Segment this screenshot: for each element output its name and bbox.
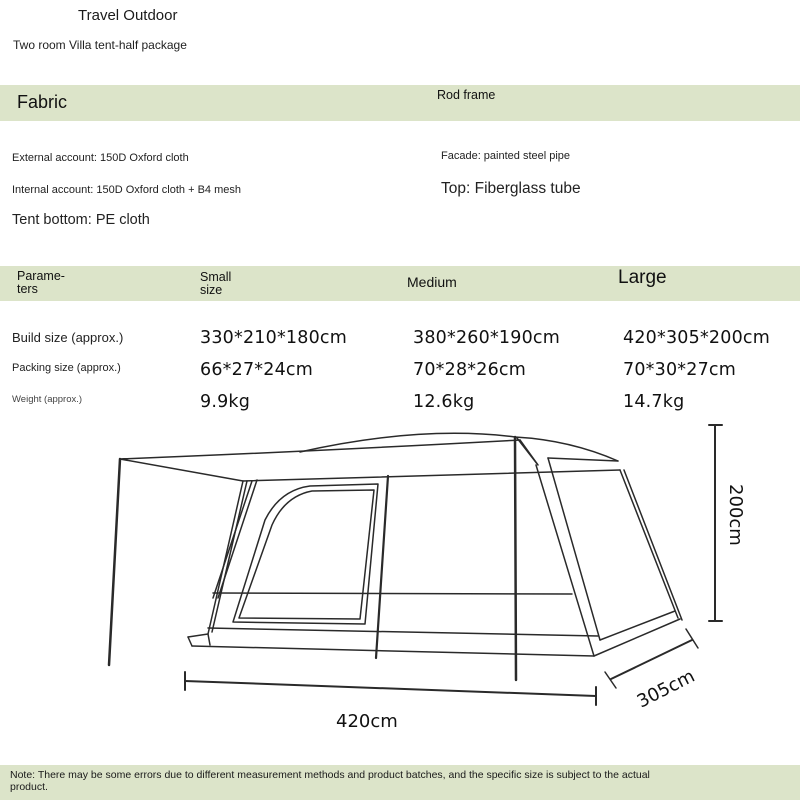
params-header-band (0, 266, 800, 301)
fabric-heading: Fabric (17, 92, 68, 112)
measurement-note: Note: There may be some errors due to different measurement methods and product batches, and the specific size is subject to the actual product. (10, 769, 650, 793)
product-subtitle: Two room Villa tent-half package (13, 38, 187, 52)
fabric-section-band (0, 85, 800, 121)
build-size-small: 330*210*180cm (200, 328, 347, 348)
params-header-small: Small size (200, 270, 232, 297)
fabric-external: External account: 150D Oxford cloth (12, 152, 189, 164)
rod-top: Top: Fiberglass tube (441, 180, 581, 197)
width-dimension-label: 305cm (633, 665, 699, 713)
length-dimension-label: 420cm (336, 711, 398, 732)
params-header-label: Parame-ters (17, 269, 65, 296)
packing-size-medium: 70*28*26cm (413, 360, 526, 380)
rod-frame-heading: Rod frame (437, 88, 496, 102)
weight-large: 14.7kg (623, 392, 685, 412)
row-label-build-size: Build size (approx.) (12, 330, 124, 345)
rod-facade: Facade: painted steel pipe (441, 150, 571, 162)
params-header-large: Large (618, 267, 667, 288)
row-label-packing-size: Packing size (approx.) (12, 362, 121, 374)
brand-title: Travel Outdoor (78, 7, 178, 24)
row-label-weight: Weight (approx.) (12, 394, 83, 405)
weight-medium: 12.6kg (413, 392, 475, 412)
params-header-medium: Medium (407, 274, 457, 290)
packing-size-small: 66*27*24cm (200, 360, 313, 380)
fabric-internal: Internal account: 150D Oxford cloth + B4 mesh (12, 184, 241, 196)
build-size-medium: 380*260*190cm (413, 328, 560, 348)
weight-small: 9.9kg (200, 392, 251, 412)
height-dimension-label: 200cm (725, 484, 746, 546)
fabric-bottom: Tent bottom: PE cloth (12, 212, 150, 228)
build-size-large: 420*305*200cm (623, 328, 770, 348)
packing-size-large: 70*30*27cm (623, 360, 736, 380)
